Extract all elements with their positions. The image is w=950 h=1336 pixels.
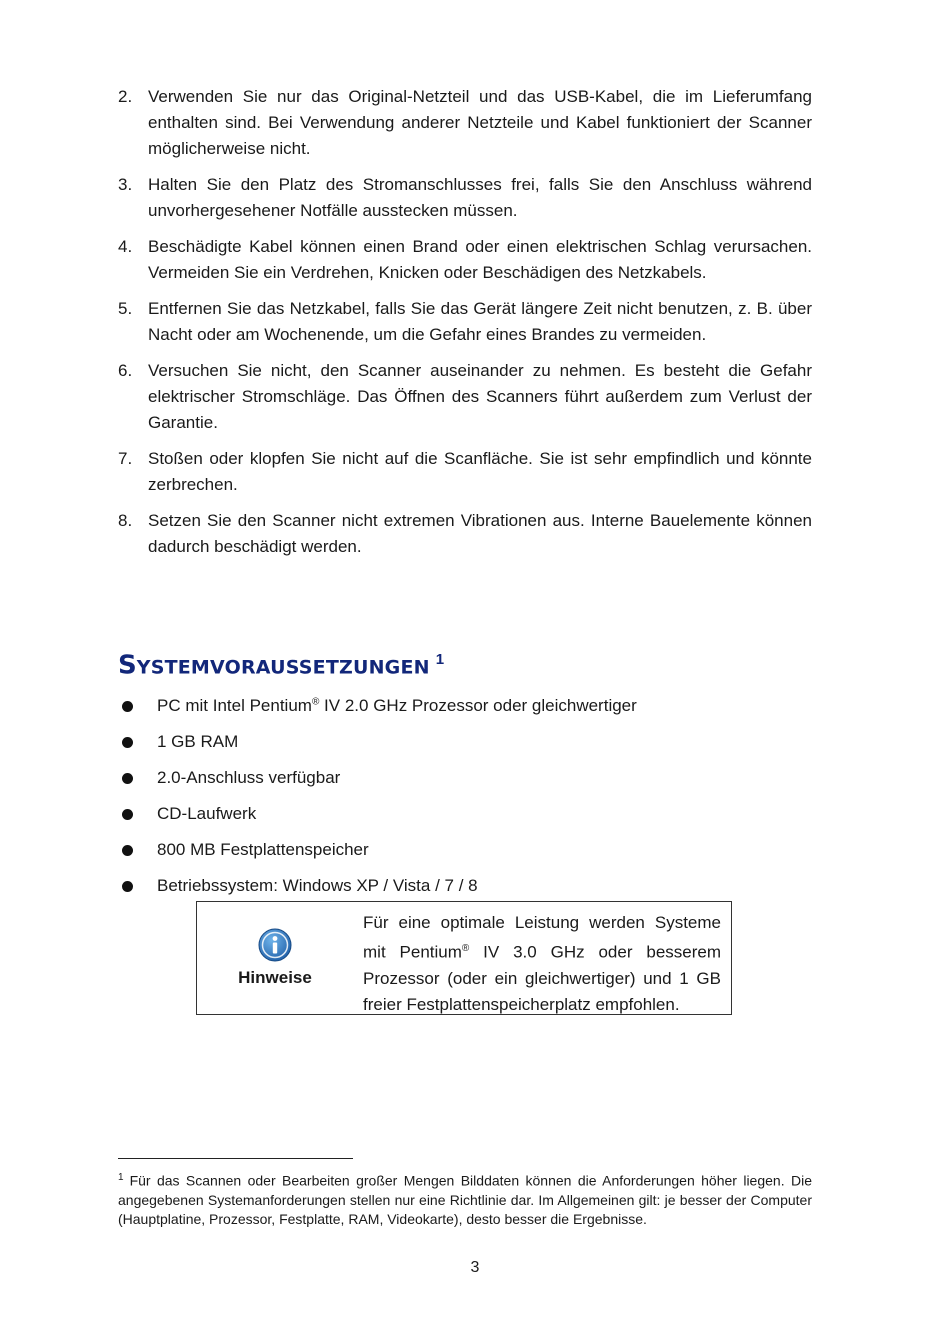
- note-label: Hinweise: [238, 968, 312, 987]
- footnote-text: Für das Scannen oder Bearbeiten großer Mengen Bilddaten können die Anforderungen höher liegen. Die angegebenen Systemanforderungen stellen nur eine Richtlinie dar. Im Allgemeinen gilt: je besser der Computer (Hauptplatine, Prozessor, Festplatte, RAM, Videokarte), desto besser die Ergebnisse.: [118, 1172, 812, 1227]
- list-item-text: Stoßen oder klopfen Sie nicht auf die Scanfläche. Sie ist sehr empfindlich und könnte zerbrechen.: [148, 449, 812, 494]
- requirement-text: [157, 696, 637, 716]
- heading-initial: S: [118, 650, 137, 681]
- requirement-text: 800 MB Festplattenspeicher: [157, 840, 369, 859]
- bullet-icon: [122, 737, 133, 748]
- list-item: [118, 296, 812, 348]
- bullet-icon: [122, 881, 133, 892]
- list-item: [118, 234, 812, 286]
- list-item-number: 6.: [118, 361, 133, 380]
- requirement-item: [118, 724, 818, 760]
- list-item: [118, 446, 812, 498]
- page-number: 3: [470, 1259, 480, 1276]
- note-box: [196, 901, 732, 1015]
- requirement-text: 2.0-Anschluss verfügbar: [157, 768, 341, 787]
- list-item-text: Verwenden Sie nur das Original-Netzteil und das USB-Kabel, die im Lieferumfang enthalten sind. Bei Verwendung anderer Netzteile und Kabel funktioniert der Scanner möglicherweise nicht.: [148, 87, 812, 158]
- requirement-item: [118, 868, 818, 904]
- note-text: [353, 902, 731, 1014]
- bullet-icon: [122, 809, 133, 820]
- list-item-text: Entfernen Sie das Netzkabel, falls Sie das Gerät längere Zeit nicht benutzen, z. B. über Nacht oder am Wochenende, um die Gefahr eines Brandes zu vermeiden.: [148, 299, 812, 344]
- list-item-number: 7.: [118, 449, 133, 468]
- list-item: [118, 358, 812, 436]
- section-heading: [118, 640, 444, 688]
- note-text-part: Für eine optimale Leistung werden Systeme mit Pentium: [363, 913, 721, 962]
- heading-rest: YSTEMVORAUSSETZUNGEN: [136, 656, 430, 679]
- bullet-icon: [122, 701, 133, 712]
- footnote-reference[interactable]: 1: [435, 651, 445, 668]
- list-item-number: 2.: [118, 87, 133, 106]
- requirement-item: [118, 688, 818, 724]
- list-item-text: Setzen Sie den Scanner nicht extremen Vibrationen aus. Interne Bauelemente können dadurch beschädigt werden.: [148, 511, 812, 556]
- footnote-mark: 1: [118, 1172, 124, 1183]
- list-item-text: Halten Sie den Platz des Stromanschlusses frei, falls Sie den Anschluss während unvorhergesehener Notfälle ausstecken müssen.: [148, 175, 812, 220]
- requirement-item: [118, 796, 818, 832]
- requirement-text-part: PC mit Intel Pentium: [157, 696, 312, 715]
- list-item: [118, 84, 812, 162]
- list-item-text: Beschädigte Kabel können einen Brand oder einen elektrischen Schlag verursachen. Vermeiden Sie ein Verdrehen, Knicken oder Beschädigen des Netzkabels.: [148, 237, 812, 282]
- requirement-text: 1 GB RAM: [157, 732, 239, 751]
- list-item-number: 8.: [118, 511, 133, 530]
- bullet-icon: [122, 773, 133, 784]
- list-item-text: Versuchen Sie nicht, den Scanner auseinander zu nehmen. Es besteht die Gefahr elektrischer Stromschläge. Das Öffnen des Scanners führt außerdem zum Verlust der Garantie.: [148, 361, 812, 432]
- note-label-cell: [197, 902, 353, 1014]
- list-item: [118, 172, 812, 224]
- footnote-separator: [118, 1158, 353, 1159]
- list-item-number: 3.: [118, 175, 133, 194]
- registered-mark: ®: [311, 696, 320, 708]
- requirements-list: [118, 688, 818, 904]
- requirement-item: [118, 760, 818, 796]
- note-text-part: IV 3.0 GHz oder besserem Prozessor (oder ein gleichwertiger) und 1 GB freier Festplattenspeicherplatz empfohlen.: [363, 942, 721, 1014]
- requirement-item: [118, 832, 818, 868]
- list-item-number: 5.: [118, 299, 133, 318]
- list-item-number: 4.: [118, 237, 133, 256]
- info-icon: [258, 928, 292, 962]
- list-item: [118, 508, 812, 560]
- registered-mark: ®: [461, 943, 470, 954]
- requirement-text: Betriebssystem: Windows XP / Vista / 7 / 8: [157, 876, 478, 895]
- requirement-text: CD-Laufwerk: [157, 804, 257, 823]
- safety-numbered-list: [118, 84, 812, 570]
- footnote: [118, 1168, 812, 1229]
- bullet-icon: [122, 845, 133, 856]
- requirement-text-part: IV 2.0 GHz Prozessor oder gleichwertiger: [319, 696, 637, 715]
